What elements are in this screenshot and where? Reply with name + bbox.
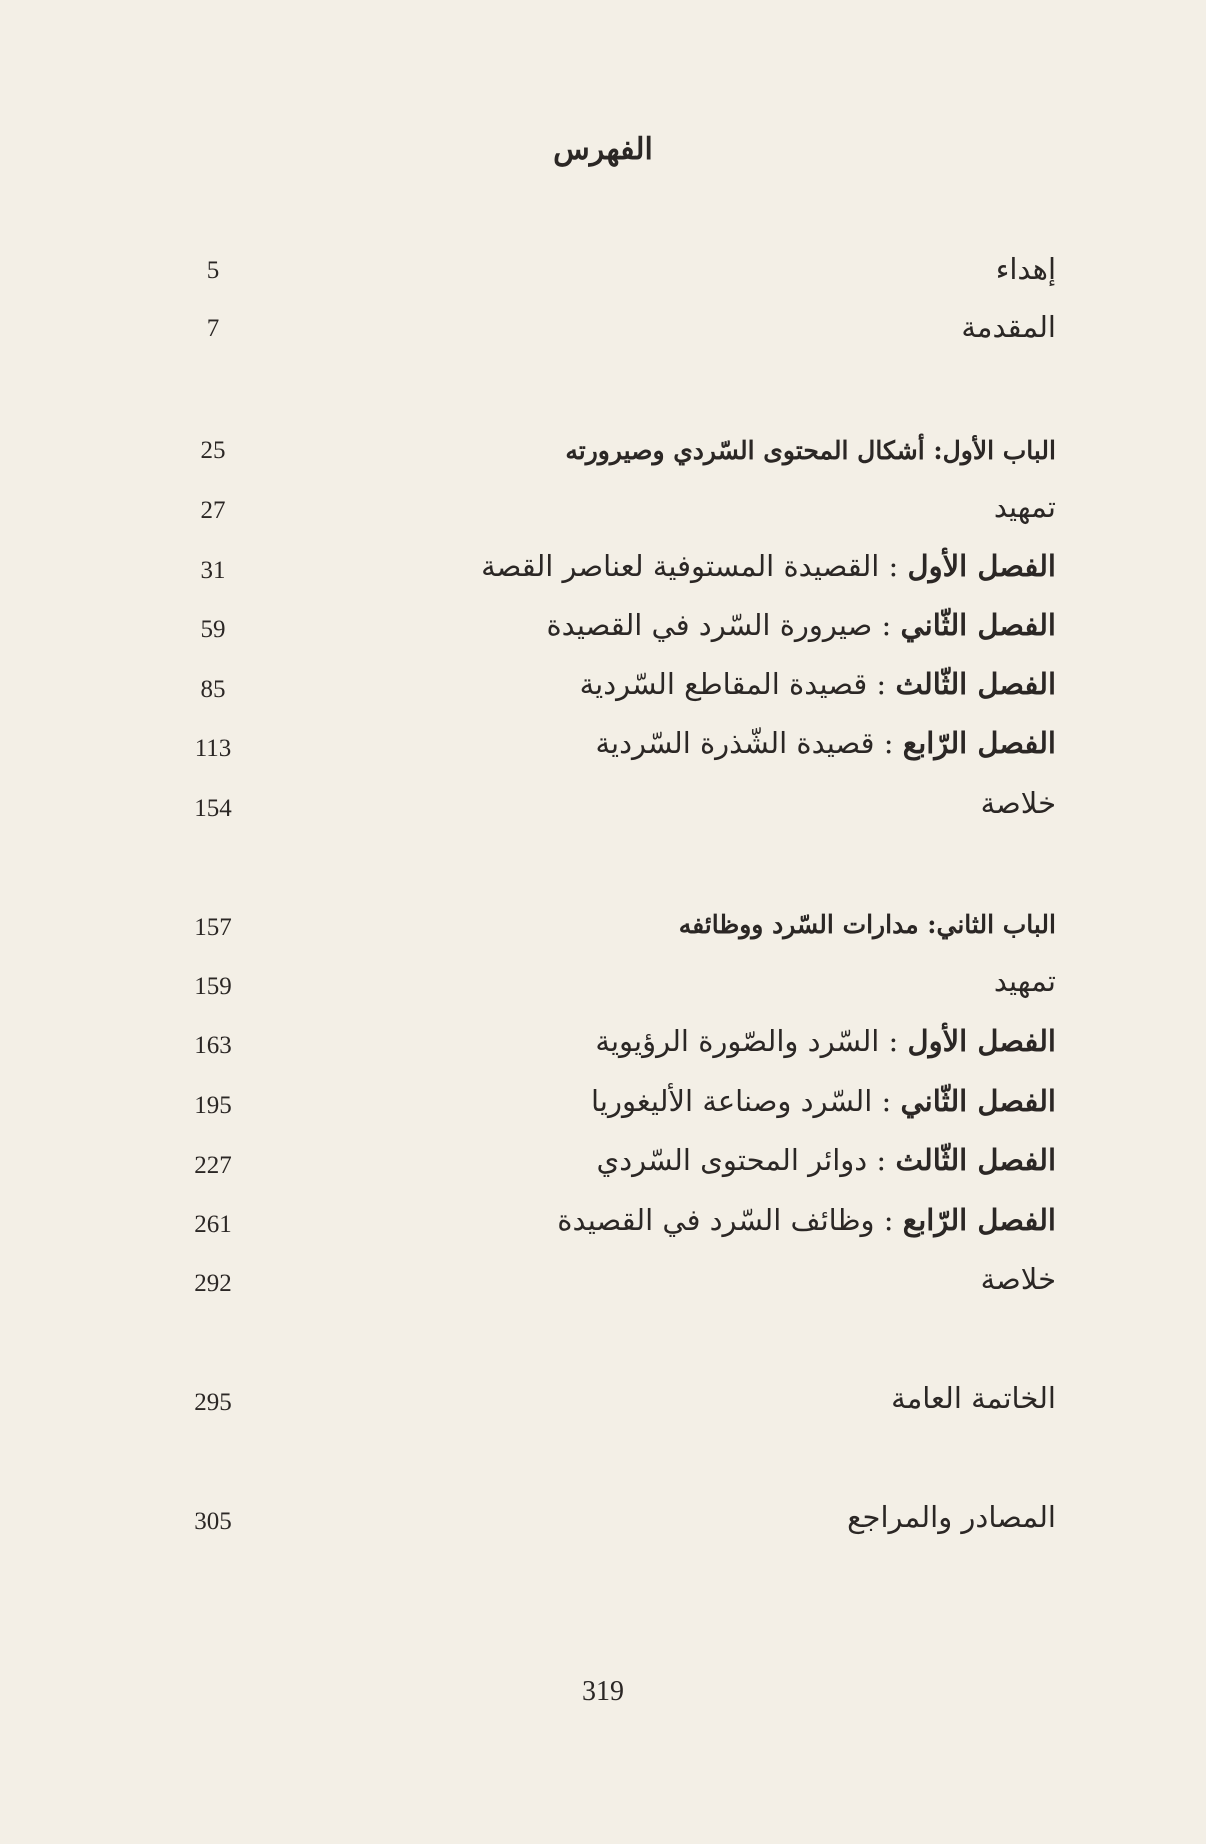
toc-entry-page: 85 [200,676,226,703]
page-title: الفهرس [553,132,653,167]
chapter-prefix: الفصل الثّالث [895,1143,1056,1177]
toc-entry-page: 292 [194,1270,232,1297]
chapter-title: : قصيدة المقاطع السّردية [579,667,896,701]
toc-entry-page: 157 [194,914,232,941]
toc-entry-page: 295 [194,1389,232,1416]
toc-chapter-entry [481,549,1056,583]
chapter-prefix: الفصل الثّاني [900,608,1056,642]
toc-entry-text: خلاصة [980,786,1056,820]
toc-entry-text: إهداء [995,252,1056,286]
chapter-title: : القصيدة المستوفية لعناصر القصة [481,549,908,583]
toc-entry-text: المصادر والمراجع [847,1500,1056,1534]
toc-entry-page: 159 [194,973,232,1000]
toc-part-heading: الباب الأول: أشكال المحتوى السّردي وصيرورته [565,436,1056,465]
toc-chapter-entry [580,667,1056,701]
chapter-title: : قصيدة الشّذرة السّردية [595,726,903,760]
toc-entry-page: 59 [200,616,226,643]
chapter-prefix: الفصل الأول [907,1024,1056,1058]
toc-chapter-entry [595,726,1056,760]
chapter-prefix: الفصل الرّابع [902,726,1056,760]
chapter-title: : السّرد والصّورة الرؤيوية [595,1024,908,1058]
chapter-title: : وظائف السّرد في القصيدة [557,1203,903,1237]
toc-entry-page: 261 [194,1211,232,1238]
toc-chapter-entry [591,1084,1056,1118]
chapter-title: : السّرد وصناعة الأليغوريا [591,1084,901,1118]
toc-entry-page: 154 [194,795,232,822]
toc-entry-page: 25 [200,437,226,464]
toc-entry-page: 305 [194,1508,232,1535]
toc-entry-page: 5 [206,257,220,284]
toc-chapter-entry [557,1203,1056,1237]
toc-entry-page: 163 [194,1032,232,1059]
page-number: 319 [582,1676,624,1707]
toc-entry-text: تمهيد [993,490,1056,524]
toc-chapter-entry [595,1024,1056,1058]
toc-part-heading: الباب الثاني: مدارات السّرد ووظائفه [678,910,1056,939]
chapter-title: : صيرورة السّرد في القصيدة [546,608,901,642]
toc-entry-page: 227 [194,1152,232,1179]
toc-entry-page: 31 [200,557,226,584]
toc-entry-text: المقدمة [961,310,1056,344]
chapter-prefix: الفصل الرّابع [902,1203,1056,1237]
toc-chapter-entry [546,608,1056,642]
chapter-prefix: الفصل الأول [907,549,1056,583]
toc-entry-page: 7 [206,315,220,342]
chapter-prefix: الفصل الثّاني [900,1084,1056,1118]
toc-entry-page: 195 [194,1092,232,1119]
toc-entry-page: 27 [200,497,226,524]
chapter-prefix: الفصل الثّالث [895,667,1056,701]
toc-entry-page: 113 [194,735,232,762]
chapter-title: : دوائر المحتوى السّردي [596,1143,896,1177]
toc-chapter-entry [597,1143,1056,1177]
toc-entry-text: خلاصة [980,1262,1056,1296]
toc-entry-text: تمهيد [993,964,1056,998]
toc-entry-text: الخاتمة العامة [891,1381,1056,1415]
